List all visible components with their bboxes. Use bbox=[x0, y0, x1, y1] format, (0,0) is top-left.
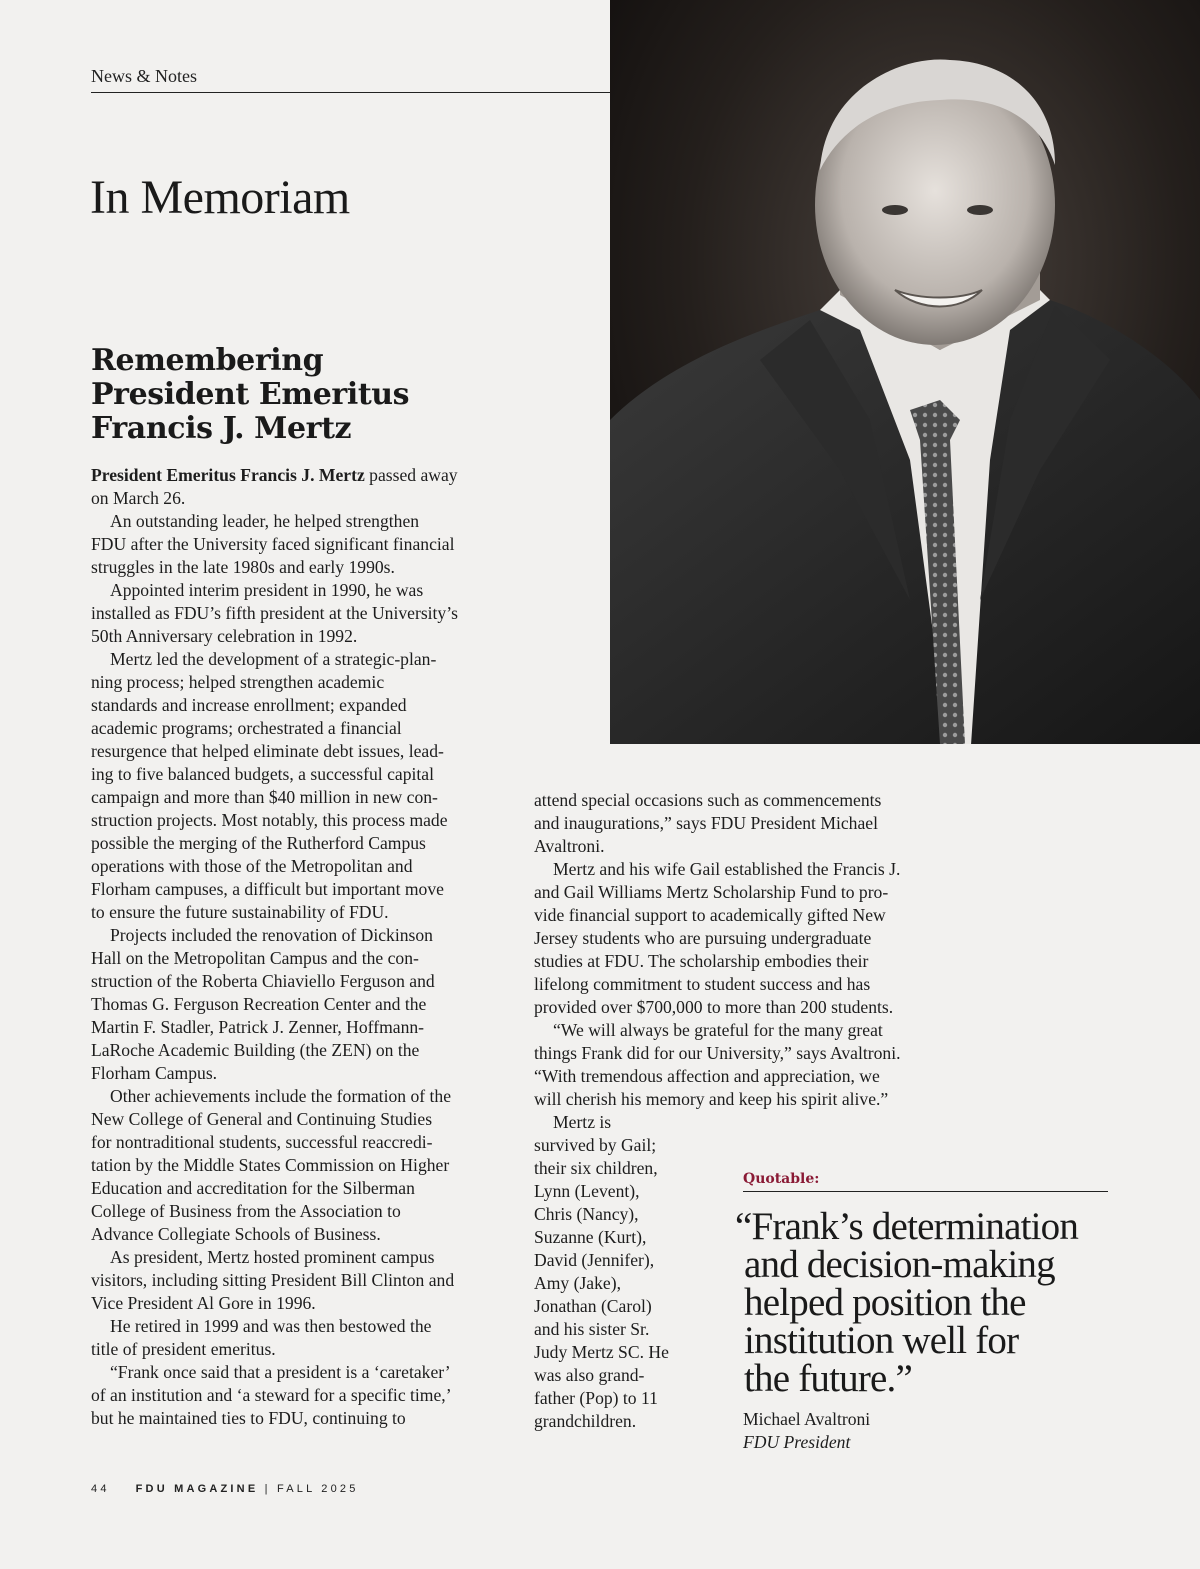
article-title-line: Francis J. Mertz bbox=[91, 411, 352, 446]
body-line: Judy Mertz SC. He bbox=[534, 1342, 669, 1362]
body-line: He retired in 1999 and was then bestowed the bbox=[110, 1316, 432, 1336]
pull-quote-line: institution well for bbox=[744, 1319, 1019, 1362]
body-line: will cherish his memory and keep his spirit alive.” bbox=[534, 1089, 889, 1109]
body-line: visitors, including sitting President Bill Clinton and bbox=[91, 1270, 455, 1290]
body-line: Lynn (Levent), bbox=[534, 1181, 640, 1201]
article-title bbox=[91, 344, 511, 446]
body-line: tation by the Middle States Commission on Higher bbox=[91, 1155, 450, 1175]
body-line: Mertz and his wife Gail established the Francis J. bbox=[553, 859, 901, 879]
body-line: 50th Anniversary celebration in 1992. bbox=[91, 626, 358, 646]
body-line: Martin F. Stadler, Patrick J. Zenner, Hoffmann- bbox=[91, 1017, 425, 1037]
article-title-line: President Emeritus bbox=[91, 377, 410, 412]
body-line: studies at FDU. The scholarship embodies their bbox=[534, 951, 869, 971]
quote-attribution-role: FDU President bbox=[743, 1432, 851, 1452]
body-line: “Frank once said that a president is a ‘caretaker’ bbox=[110, 1362, 451, 1382]
body-line: provided over $700,000 to more than 200 students. bbox=[534, 997, 894, 1017]
body-line: title of president emeritus. bbox=[91, 1339, 276, 1359]
article-body-column-1 bbox=[91, 464, 506, 1430]
body-line: Amy (Jake), bbox=[534, 1273, 621, 1293]
body-line: of an institution and ‘a steward for a specific time,’ bbox=[91, 1385, 452, 1405]
body-line: Chris (Nancy), bbox=[534, 1204, 639, 1224]
portrait-photo-icon bbox=[610, 0, 1200, 744]
body-line: and inaugurations,” says FDU President Michael bbox=[534, 813, 878, 833]
body-line: Hall on the Metropolitan Campus and the con- bbox=[91, 948, 419, 968]
pull-quote-line: the future.” bbox=[744, 1357, 912, 1400]
body-line: New College of General and Continuing Studies bbox=[91, 1109, 433, 1129]
body-line: struggles in the late 1980s and early 1990s. bbox=[91, 557, 395, 577]
body-line: resurgence that helped eliminate debt issues, lead- bbox=[91, 741, 444, 761]
lead-text: passed away bbox=[364, 465, 458, 485]
body-line: Thomas G. Ferguson Recreation Center and the bbox=[91, 994, 427, 1014]
article-title-line: Remembering bbox=[91, 343, 324, 378]
body-line: campaign and more than $40 million in new con- bbox=[91, 787, 438, 807]
body-line: Avaltroni. bbox=[534, 836, 605, 856]
body-line: but he maintained ties to FDU, continuing to bbox=[91, 1408, 406, 1428]
quote-label: Quotable: bbox=[743, 1171, 820, 1187]
body-line: lifelong commitment to student success and has bbox=[534, 974, 871, 994]
body-line: Jonathan (Carol) bbox=[534, 1296, 652, 1316]
body-line: father (Pop) to 11 bbox=[534, 1388, 658, 1408]
body-line: Projects included the renovation of Dickinson bbox=[110, 925, 433, 945]
body-line: struction of the Roberta Chiaviello Ferguson and bbox=[91, 971, 435, 991]
pull-quote bbox=[735, 1205, 1115, 1400]
body-line: grandchildren. bbox=[534, 1411, 637, 1431]
body-line: possible the merging of the Rutherford Campus bbox=[91, 833, 426, 853]
body-line: ing to five balanced budgets, a successful capital bbox=[91, 764, 434, 784]
body-line: “With tremendous affection and appreciation, we bbox=[534, 1066, 880, 1086]
body-line: Mertz led the development of a strategic-plan- bbox=[110, 649, 437, 669]
body-line: for nontraditional students, successful reaccredi- bbox=[91, 1132, 433, 1152]
body-line: attend special occasions such as commencements bbox=[534, 790, 882, 810]
page-title: In Memoriam bbox=[90, 171, 350, 224]
body-line: and his sister Sr. bbox=[534, 1319, 650, 1339]
pull-quote-line: helped position the bbox=[744, 1281, 1026, 1324]
body-line: Florham campuses, a difficult but important move bbox=[91, 879, 444, 899]
body-line: Vice President Al Gore in 1996. bbox=[91, 1293, 316, 1313]
body-line: vide financial support to academically gifted New bbox=[534, 905, 886, 925]
body-line bbox=[91, 464, 506, 487]
body-line: academic programs; orchestrated a financial bbox=[91, 718, 402, 738]
pull-quote-line: and decision-making bbox=[744, 1243, 1055, 1286]
body-line: Appointed interim president in 1990, he was bbox=[110, 580, 424, 600]
quote-divider bbox=[743, 1191, 1108, 1192]
body-line: survived by Gail; bbox=[534, 1135, 657, 1155]
body-line: Suzanne (Kurt), bbox=[534, 1227, 647, 1247]
body-line: Jersey students who are pursuing undergraduate bbox=[534, 928, 872, 948]
body-line: Advance Collegiate Schools of Business. bbox=[91, 1224, 381, 1244]
body-line: Other achievements include the formation of the bbox=[110, 1086, 451, 1106]
body-line: and Gail Williams Mertz Scholarship Fund to pro- bbox=[534, 882, 889, 902]
body-line: FDU after the University faced significant financial bbox=[91, 534, 455, 554]
body-line: As president, Mertz hosted prominent campus bbox=[110, 1247, 435, 1267]
body-line: ning process; helped strengthen academic bbox=[91, 672, 385, 692]
body-line: Education and accreditation for the Silberman bbox=[91, 1178, 415, 1198]
body-line: Florham Campus. bbox=[91, 1063, 218, 1083]
body-line: operations with those of the Metropolitan and bbox=[91, 856, 413, 876]
body-line: their six children, bbox=[534, 1158, 658, 1178]
body-line: David (Jennifer), bbox=[534, 1250, 655, 1270]
magazine-name: FDU MAGAZINE bbox=[135, 1483, 259, 1495]
body-line: on March 26. bbox=[91, 488, 186, 508]
body-line: College of Business from the Association to bbox=[91, 1201, 401, 1221]
body-line: installed as FDU’s fifth president at the University’s bbox=[91, 603, 458, 623]
quote-attribution-name: Michael Avaltroni bbox=[743, 1409, 871, 1429]
body-line: “We will always be grateful for the many great bbox=[553, 1020, 883, 1040]
portrait-photo bbox=[610, 0, 1200, 744]
body-line: to ensure the future sustainability of FDU. bbox=[91, 902, 389, 922]
body-line: LaRoche Academic Building (the ZEN) on the bbox=[91, 1040, 420, 1060]
pull-quote-line: “Frank’s determination bbox=[735, 1205, 1079, 1248]
issue-label: | FALL 2025 bbox=[258, 1483, 359, 1495]
page-number: 44 bbox=[91, 1483, 110, 1495]
lead-name: President Emeritus Francis J. Mertz bbox=[91, 465, 365, 485]
body-line: standards and increase enrollment; expanded bbox=[91, 695, 407, 715]
section-label: News & Notes bbox=[91, 66, 197, 86]
body-line: An outstanding leader, he helped strengthen bbox=[110, 511, 420, 531]
body-line: things Frank did for our University,” says Avaltroni. bbox=[534, 1043, 901, 1063]
body-line: Mertz is bbox=[553, 1112, 612, 1132]
page-footer bbox=[91, 1483, 359, 1495]
section-divider bbox=[91, 92, 611, 93]
body-line: struction projects. Most notably, this process made bbox=[91, 810, 448, 830]
body-line: was also grand- bbox=[534, 1365, 645, 1385]
